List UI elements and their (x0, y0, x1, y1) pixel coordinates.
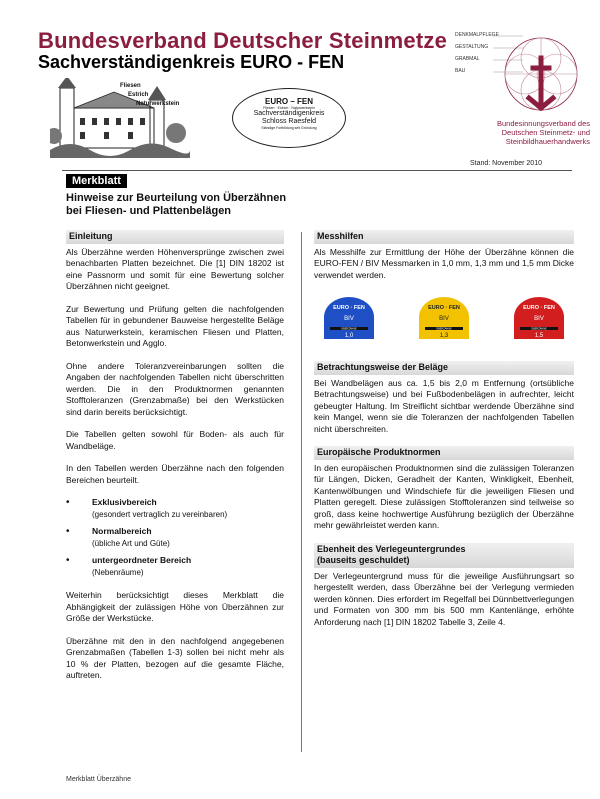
ebenheit-title-line2: (bauseits geschuldet) (317, 555, 410, 565)
gauge-1-5-icon (508, 295, 570, 345)
seal-line1: Sachverständigenkreis (253, 110, 325, 117)
bundesinnung-line1: Bundesinnungsverband des (497, 119, 590, 128)
paragraph: Als Überzähne werden Höhenversprünge zwischen zwei benachbarten Platten bezeichnet. Die [1] DIN 18202 ist eine Passnorm und somit für eine Bewertung solcher Überzähnen nicht geeignet. (66, 246, 284, 291)
heading-line2: bei Fliesen- und Plattenbelägen (66, 205, 232, 217)
gauge-1-3-icon (413, 295, 475, 345)
list-item (66, 555, 284, 578)
paragraph: Zur Bewertung und Prüfung gelten die nachfolgenden Tabellen für in gebundener Bauweise hergestellte Beläge aus Naturwerkstein, keramischen Fliesen und Platten, Betonwerkstein und Agglo. (66, 303, 284, 348)
paragraph: Überzähne mit den in den nachfolgend angegebenen Grenzabmaßen (Tabellen 1-3) sollen bei nicht mehr als 10 % der Platten, bezogen auf die gesamte Fläche, auftreten. (66, 635, 284, 680)
seal-line2: Schloss Raesfeld (261, 118, 317, 125)
bundesinnung-line3: Steinbildhauerhandwerks (505, 137, 590, 146)
committee-title: Sachverständigenkreis EURO - FEN (38, 52, 345, 72)
paragraph: Ohne andere Toleranzvereinbarungen sollten die Angaben der nachfolgenden Tabellen nicht überschritten werden. Die in den Produktnormen genannten Stofftoleranzen (Grenzabmaße) bei den Werkstücken sind darin bereits berücksichtigt. (66, 360, 284, 417)
gauge-1-5-value: 1,5 (534, 333, 544, 339)
logo-word-estrich: Estrich (128, 92, 149, 98)
heading-line1: Hinweise zur Beurteilung von Überzähnen (66, 192, 287, 204)
gauge-1-5-biv: BIV (534, 316, 544, 322)
gauge-1-5-brand: EURO · FEN (523, 305, 555, 311)
gauge-1-3-value: 1,3 (439, 333, 449, 339)
logo-word-fliesen: Fliesen (120, 83, 141, 89)
paragraph: In den Tabellen werden Überzähne nach den folgenden Bereichen beurteilt. (66, 463, 284, 485)
area-list (66, 497, 284, 578)
paragraph: Der Verlegeuntergrund muss für die jeweilige Ausführungsart so hergestellt werden, dass Überzähne bei der Verlegung vermieden werden können. Dies erfordert im Regelfall bei Dünnbettverlegungen und Formaten von 300 mm bis 500 mm Kantenlänge, erhöhte Anforderung nach [1] DIN 18202 Tabelle 3, Zeile 4. (314, 570, 574, 627)
list-item (66, 526, 284, 549)
section-title-produktnormen: Europäische Produktnormen (314, 446, 574, 460)
gauge-1-0-caption: ÜBERZÄHNE (341, 327, 357, 331)
right-column (314, 230, 574, 639)
euro-fen-seal (232, 88, 346, 148)
gauge-1-0-icon (318, 295, 380, 345)
biv-logo (455, 28, 580, 128)
gauge-1-3-caption: ÜBERZÄHNE (436, 327, 452, 331)
biv-label-grabmal: GRABMAL (455, 56, 480, 62)
gauge-1-0-brand: EURO · FEN (333, 305, 365, 311)
ebenheit-title-line1: Ebenheit des Verlegeuntergrundes (317, 543, 466, 554)
list-item-sub: (übliche Art und Güte) (92, 538, 170, 548)
gauge-images (318, 295, 570, 345)
list-item-title: Normalbereich (92, 526, 152, 536)
section-title-einleitung: Einleitung (66, 230, 284, 244)
paragraph: Bei Wandbelägen aus ca. 1,5 bis 2,0 m Entfernung (ortsübliche Betrachtungsweise) und bei Fußbodenbelägen in aufrechter, leicht gebeugter Haltung. Im Streiflicht sichtbar werdende Überzähne sind kein Mangel, wenn sie die Toleranzen der nachfolgenden Tabellen nicht überschreiten. (314, 377, 574, 434)
emblem-icon (493, 28, 578, 120)
biv-label-denkmalpflege: DENKMALPFLEGE (455, 32, 499, 38)
seal-footnote: Ständige Fortbildung seit Gründung (261, 126, 317, 130)
left-column (66, 230, 284, 693)
bullet-icon: • (66, 555, 70, 566)
seal-title: EURO – FEN (264, 97, 313, 106)
section-title-betrachtung: Betrachtungsweise der Beläge (314, 361, 574, 375)
biv-label-bau: BAU (455, 68, 466, 74)
gauge-1-0-value: 1,0 (344, 333, 354, 339)
logo-word-naturwerkstein: Naturwerkstein (136, 101, 180, 107)
list-item-sub: (Nebenräume) (92, 567, 144, 577)
bundesinnung-line2: Deutschen Steinmetz- und (501, 128, 590, 137)
section-title-ebenheit (314, 543, 574, 568)
paragraph: Weiterhin berücksichtigt dieses Merkblatt die Abhängigkeit der zulässigen Höhe von Überzähnen zur Größe der Werkstücke. (66, 590, 284, 623)
document-heading (66, 192, 286, 218)
bullet-icon: • (66, 526, 70, 537)
biv-label-gestaltung: GESTALTUNG (455, 44, 489, 50)
list-item-title: Exklusivbereich (92, 497, 157, 507)
list-item (66, 497, 284, 520)
document-date: Stand: November 2010 (470, 160, 542, 167)
page-footer: Merkblatt Überzähne (66, 776, 131, 783)
list-item-sub: (gesondert vertraglich zu vereinbaren) (92, 509, 228, 519)
gauge-1-3-brand: EURO · FEN (428, 305, 460, 311)
bullet-icon: • (66, 497, 70, 508)
section-title-messhilfen: Messhilfen (314, 230, 574, 244)
bundesinnung-label (455, 119, 590, 146)
document-type-badge: Merkblatt (66, 174, 127, 188)
list-item-title: untergeordneter Bereich (92, 555, 192, 565)
column-divider (301, 232, 302, 752)
paragraph: Die Tabellen gelten sowohl für Boden- als auch für Wandbeläge. (66, 429, 284, 451)
gauge-1-3-biv: BIV (439, 316, 449, 322)
seal-subtitle: Fliesen · Estrich · Naturwerkstein (263, 106, 315, 110)
gauge-1-0-biv: BIV (344, 316, 354, 322)
castle-logo (50, 78, 190, 158)
paragraph: In den europäischen Produktnormen sind die zulässigen Toleranzen für Längen, Dicken, Geradheit der Kanten, Winkligkeit, Ebenheit, Kantenwölbungen und Windschiefe für die jeweiligen Fliesen und Platten geregelt. Diese zulässigen Stofftoleranzen sind teilweise so groß, dass keine hochwertige Ausführung bezüglich der Überzähne mehr gewährleistet werden kann. (314, 462, 574, 530)
organization-title: Bundesverband Deutscher Steinmetze (38, 28, 448, 53)
header-divider (62, 170, 572, 171)
paragraph: Als Messhilfe zur Ermittlung der Höhe der Überzähne können die EURO-FEN / BIV Messmarken in 1,0 mm, 1,3 mm und 1,5 mm Dicke verwendet werden. (314, 246, 574, 280)
gauge-1-5-caption: ÜBERZÄHNE (531, 327, 547, 331)
